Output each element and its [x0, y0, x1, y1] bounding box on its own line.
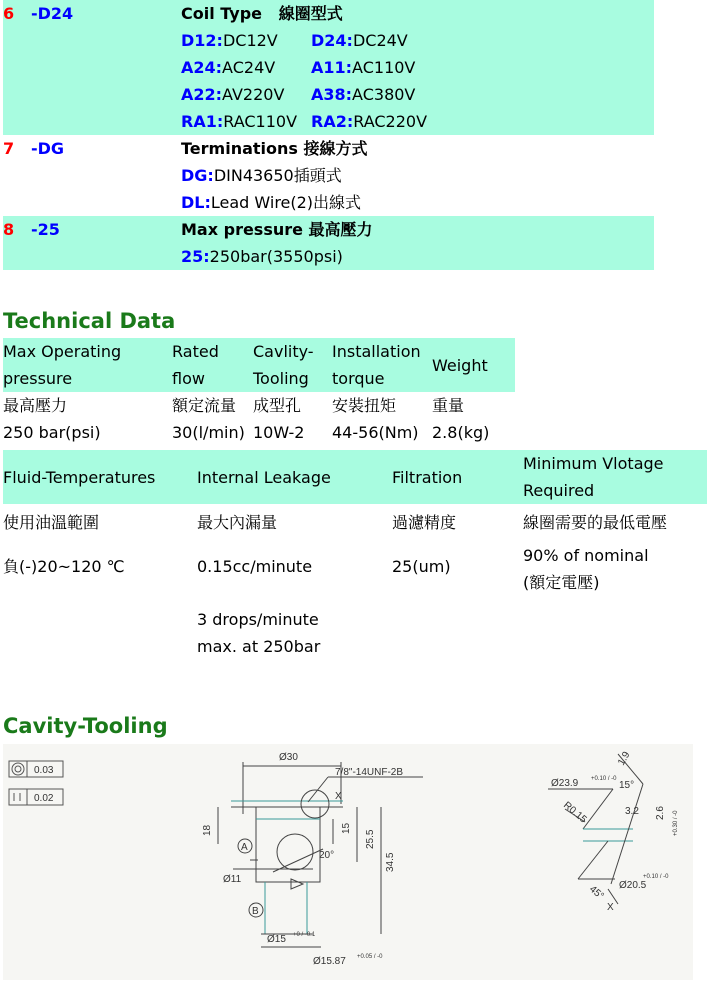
cavity-drawing: [3, 744, 693, 980]
tech2-chinese-row: [3, 504, 707, 542]
option-value: AC110V: [352, 58, 416, 77]
header-weight: Weight: [432, 338, 515, 392]
label-d205: Ø20.5: [619, 880, 647, 891]
cn-torque: 安裝扭矩: [332, 396, 397, 415]
header-fluid-temperatures: Fluid-Temperatures: [3, 450, 197, 504]
code-number: 6: [3, 4, 15, 23]
value-max-pressure: 250 bar(psi): [3, 423, 101, 442]
tech2-value-row: [3, 542, 707, 596]
code-value: [31, 81, 181, 108]
option-value: RAC220V: [353, 112, 428, 131]
header-minimum-voltage: Minimum Vlotage Required: [523, 450, 707, 504]
value-min-voltage: 90% of nominal (額定電壓): [523, 546, 649, 592]
option-value: AV220V: [222, 85, 285, 104]
code-option-line: [181, 27, 654, 54]
code-number: [3, 162, 31, 189]
option-value: DC24V: [352, 31, 408, 50]
cn-rated-flow: 額定流量: [172, 396, 237, 415]
leakage-drops: 3 drops/minute max. at 250bar: [197, 610, 321, 656]
label-d205-tol: +0.10 / -0: [643, 874, 669, 880]
label-v26: 2.6: [655, 806, 666, 820]
cavity-drawing-svg: [3, 744, 693, 980]
header-installation-torque: Installation torque: [332, 338, 432, 392]
option-key: RA1:: [181, 112, 224, 131]
code-value: [31, 27, 181, 54]
code-number: [3, 108, 31, 135]
label-d1587-tol: +0.05 / -0: [357, 954, 383, 960]
code-value: -D24: [31, 4, 74, 23]
code-row: [3, 243, 654, 270]
cn-weight: 重量: [432, 396, 465, 415]
option-key: A11:: [311, 58, 353, 77]
code-value: [31, 54, 181, 81]
option-key: D12:: [181, 31, 223, 50]
code-row: [3, 135, 654, 162]
technical-data-table-1: [3, 338, 515, 446]
value-rated-flow: 30(l/min): [172, 423, 245, 442]
code-row: [3, 0, 654, 27]
option-key: A22:: [181, 85, 223, 104]
label-h18: 18: [202, 824, 213, 836]
value-leakage: 0.15cc/minute: [197, 557, 313, 576]
header-internal-leakage: Internal Leakage: [197, 450, 392, 504]
code-title: Terminations 接線方式: [181, 139, 368, 158]
label-d30: Ø30: [279, 752, 298, 763]
value-cavity: 10W-2: [253, 423, 305, 442]
header-max-operating-pressure: Max Operating pressure: [3, 338, 172, 392]
code-value: -25: [31, 220, 60, 239]
option-key: DG:: [181, 166, 214, 185]
label-d15-tol: +0 / -0.1: [293, 932, 316, 938]
tolerance-value-1: 0.03: [34, 765, 54, 776]
tech1-value-row: [3, 419, 515, 446]
label-d239: Ø23.9: [551, 778, 579, 789]
code-title: Max pressure 最高壓力: [181, 220, 373, 239]
label-ang45: 45°: [587, 883, 606, 903]
code-number: [3, 27, 31, 54]
code-value: [31, 189, 181, 216]
cn-max-pressure: 最高壓力: [3, 396, 68, 415]
code-number: [3, 54, 31, 81]
label-d15: Ø15: [267, 934, 286, 945]
option-value: DIN43650插頭式: [213, 166, 342, 185]
option-value: AC24V: [222, 58, 276, 77]
header-cavity-tooling: Cavlity- Tooling: [253, 338, 332, 392]
label-x: X: [335, 791, 342, 802]
tech2-header-row: [3, 450, 707, 504]
code-option-line: [181, 243, 654, 270]
coil-code-table: [3, 0, 654, 270]
option-key: RA2:: [311, 112, 354, 131]
label-a: A: [241, 842, 248, 853]
option-value: 250bar(3550psi): [209, 247, 343, 266]
tolerance-value-2: 0.02: [34, 793, 54, 804]
code-title: Coil Type 線圈型式: [181, 4, 343, 23]
label-d239-tol: +0.10 / -0: [591, 776, 617, 782]
code-number: [3, 189, 31, 216]
technical-data-table-2: [3, 450, 707, 660]
code-option-line: [181, 189, 654, 216]
technical-data-heading: Technical Data: [3, 309, 176, 333]
option-key: D24:: [311, 31, 353, 50]
value-torque: 44-56(Nm): [332, 423, 419, 442]
cn-cavity: 成型孔: [253, 396, 302, 415]
header-filtration: Filtration: [392, 450, 523, 504]
code-number: 8: [3, 220, 15, 239]
code-row: [3, 108, 654, 135]
option-value: Lead Wire(2)出線式: [210, 193, 362, 212]
option-value: DC12V: [222, 31, 278, 50]
label-b: B: [252, 906, 259, 917]
code-row: [3, 81, 654, 108]
cn-min-voltage: 線圈需要的最低電壓: [523, 513, 668, 532]
code-value: [31, 108, 181, 135]
cn-filtration: 過濾精度: [392, 513, 457, 532]
label-d11: Ø11: [223, 874, 242, 885]
header-rated-flow: Rated flow: [172, 338, 253, 392]
code-number: [3, 243, 31, 270]
value-weight: 2.8(kg): [432, 423, 490, 442]
label-v32: 3.2: [625, 806, 639, 817]
code-row: [3, 162, 654, 189]
option-key: 25:: [181, 247, 210, 266]
code-number: [3, 81, 31, 108]
label-h255: 25.5: [365, 829, 376, 849]
code-row: [3, 189, 654, 216]
code-row: [3, 54, 654, 81]
value-filtration: 25(um): [392, 557, 451, 576]
code-option-line: [181, 162, 654, 189]
label-d1587: Ø15.87: [313, 956, 346, 967]
label-thread: 7/8"-14UNF-2B: [335, 767, 404, 778]
option-key: A38:: [311, 85, 353, 104]
code-option-line: [181, 54, 654, 81]
tech1-header-row: [3, 338, 515, 392]
label-r015: R0.15: [561, 799, 589, 826]
code-number: 7: [3, 139, 15, 158]
label-ang15: 15°: [619, 780, 635, 791]
cn-leakage: 最大內漏量: [197, 513, 278, 532]
tech1-chinese-row: [3, 392, 515, 419]
cn-fluid-temp: 使用油溫範圍: [3, 513, 100, 532]
code-value: [31, 162, 181, 189]
cavity-tooling-heading: Cavity-Tooling: [3, 714, 168, 738]
tech2-extra-row: [3, 596, 707, 660]
code-value: -DG: [31, 139, 65, 158]
label-v26-tol: +0.30 / -0: [673, 810, 679, 836]
option-key: DL:: [181, 193, 211, 212]
label-v19: 1.9: [616, 749, 633, 768]
value-fluid-temp: 負(-)20~120 ℃: [3, 557, 125, 576]
code-row: [3, 216, 654, 243]
code-option-line: [181, 108, 654, 135]
label-x2: X: [607, 902, 614, 913]
code-row: [3, 27, 654, 54]
label-h345: 34.5: [385, 852, 396, 872]
code-value: [31, 243, 181, 270]
option-value: RAC110V: [223, 112, 298, 131]
option-key: A24:: [181, 58, 223, 77]
label-ang20: 20°: [319, 850, 335, 861]
option-value: AC380V: [352, 85, 416, 104]
label-h15: 15: [341, 822, 352, 834]
code-option-line: [181, 81, 654, 108]
